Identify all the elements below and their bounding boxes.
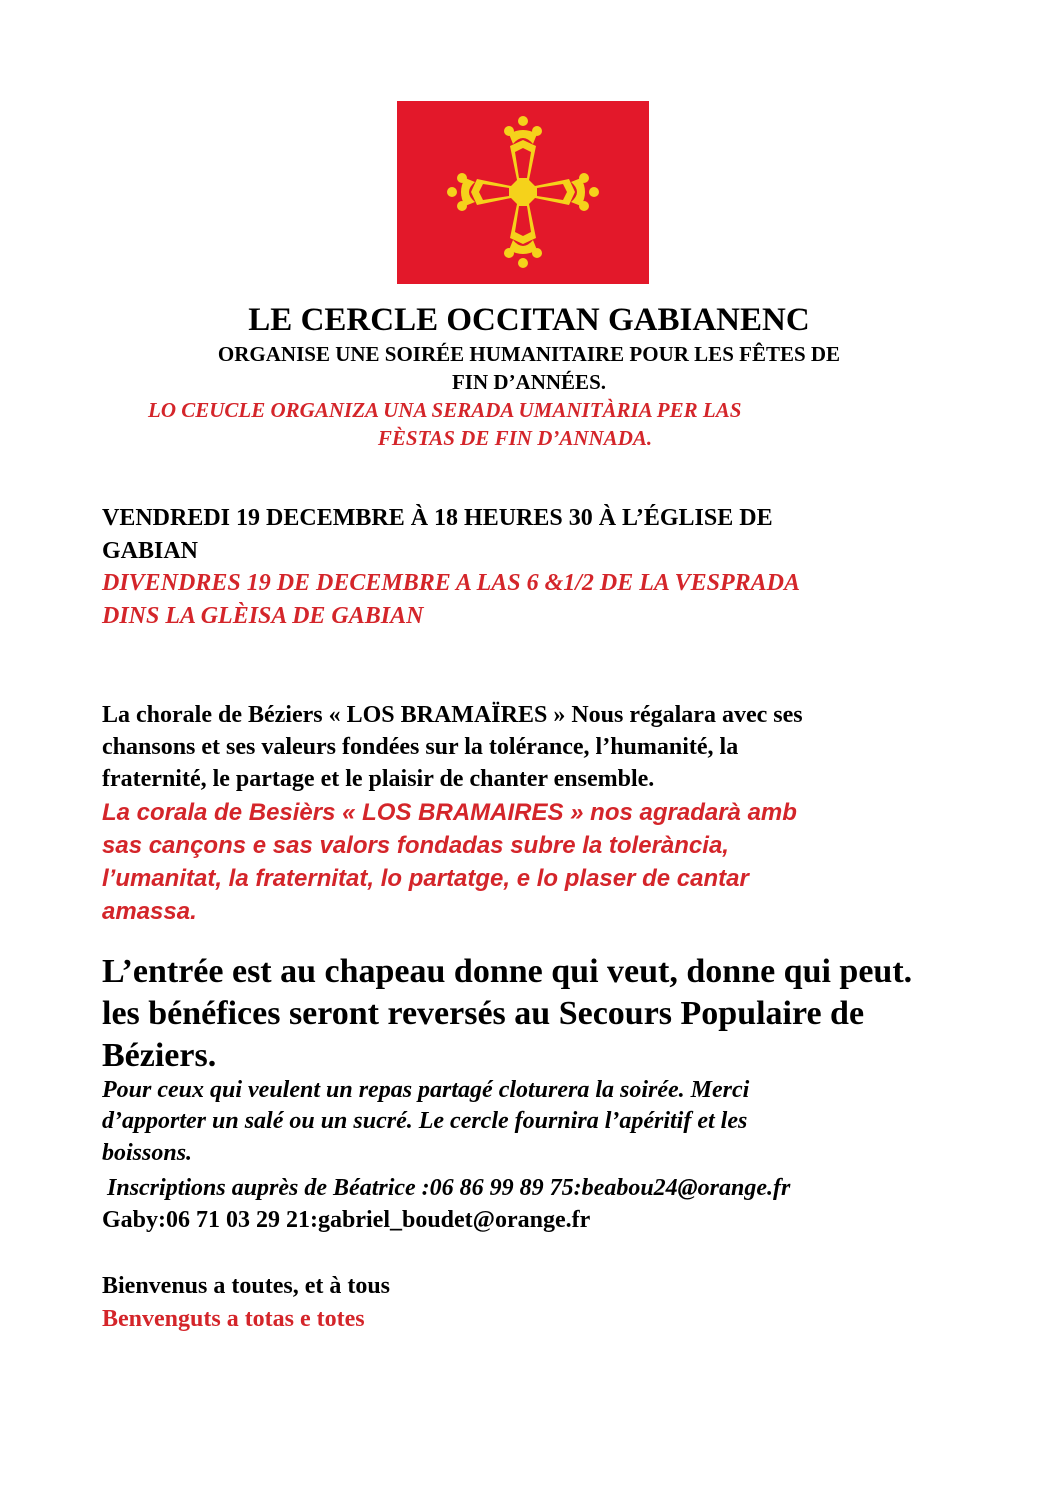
entry-line-1: L’entrée est au chapeau donne qui veut, donne qui peut. <box>102 953 913 990</box>
subtitle-line-2: FIN D’ANNÉES. <box>451 370 606 394</box>
occitan-cross-icon <box>397 101 649 284</box>
event-date-fr-line-2: GABIAN <box>102 538 199 564</box>
registration-contact-gaby: Gaby:06 71 03 29 21:gabriel_boudet@orange.fr <box>102 1207 591 1233</box>
choir-oc-line-4: amassa. <box>102 898 197 925</box>
subtitle-line-1: ORGANISE UNE SOIRÉE HUMANITAIRE POUR LES FÊTES DE <box>217 342 841 366</box>
occitan-subtitle-line-1: LO CEUCLE ORGANIZA UNA SERADA UMANITÀRIA PER LAS <box>148 398 742 422</box>
meal-line-3: boissons. <box>102 1140 193 1166</box>
registration-contact-beatrice: Inscriptions auprès de Béatrice :06 86 99 89 75:beabou24@orange.fr <box>107 1175 791 1201</box>
occitan-flag <box>397 101 649 284</box>
choir-oc-line-2: sas cançons e sas valors fondadas subre la tolerància, <box>102 832 729 859</box>
choir-oc-line-3: l’umanitat, la fraternitat, lo partatge, e lo plaser de cantar <box>102 865 749 892</box>
entry-line-2: les bénéfices seront reversés au Secours Populaire de <box>102 995 865 1032</box>
choir-fr-line-1: La chorale de Béziers « LOS BRAMAÏRES » Nous régalara avec ses <box>102 702 803 728</box>
meal-line-1: Pour ceux qui veulent un repas partagé cloturera la soirée. Merci <box>102 1077 750 1103</box>
choir-fr-line-3: fraternité, le partage et le plaisir de chanter ensemble. <box>102 766 655 792</box>
welcome-oc: Benvenguts a totas e totes <box>102 1306 365 1332</box>
choir-fr-line-2: chansons et ses valeurs fondées sur la tolérance, l’humanité, la <box>102 734 739 760</box>
meal-line-2: d’apporter un salé ou un sucré. Le cercle fournira l’apéritif et les <box>102 1108 748 1134</box>
occitan-subtitle-line-2: FÈSTAS DE FIN D’ANNADA. <box>377 426 653 450</box>
event-date-fr-line-1: VENDREDI 19 DECEMBRE À 18 HEURES 30 À L’ÉGLISE DE <box>102 505 773 531</box>
welcome-fr: Bienvenus a toutes, et à tous <box>102 1273 391 1299</box>
choir-oc-line-1: La corala de Besièrs « LOS BRAMAIRES » nos agradarà amb <box>102 799 797 826</box>
event-date-oc-line-1: DIVENDRES 19 DE DECEMBRE A LAS 6 &1/2 DE LA VESPRADA <box>102 570 800 596</box>
page-title: LE CERCLE OCCITAN GABIANENC <box>248 302 810 338</box>
event-date-oc-line-2: DINS LA GLÈISA DE GABIAN <box>102 603 424 629</box>
entry-line-3: Béziers. <box>102 1037 217 1074</box>
